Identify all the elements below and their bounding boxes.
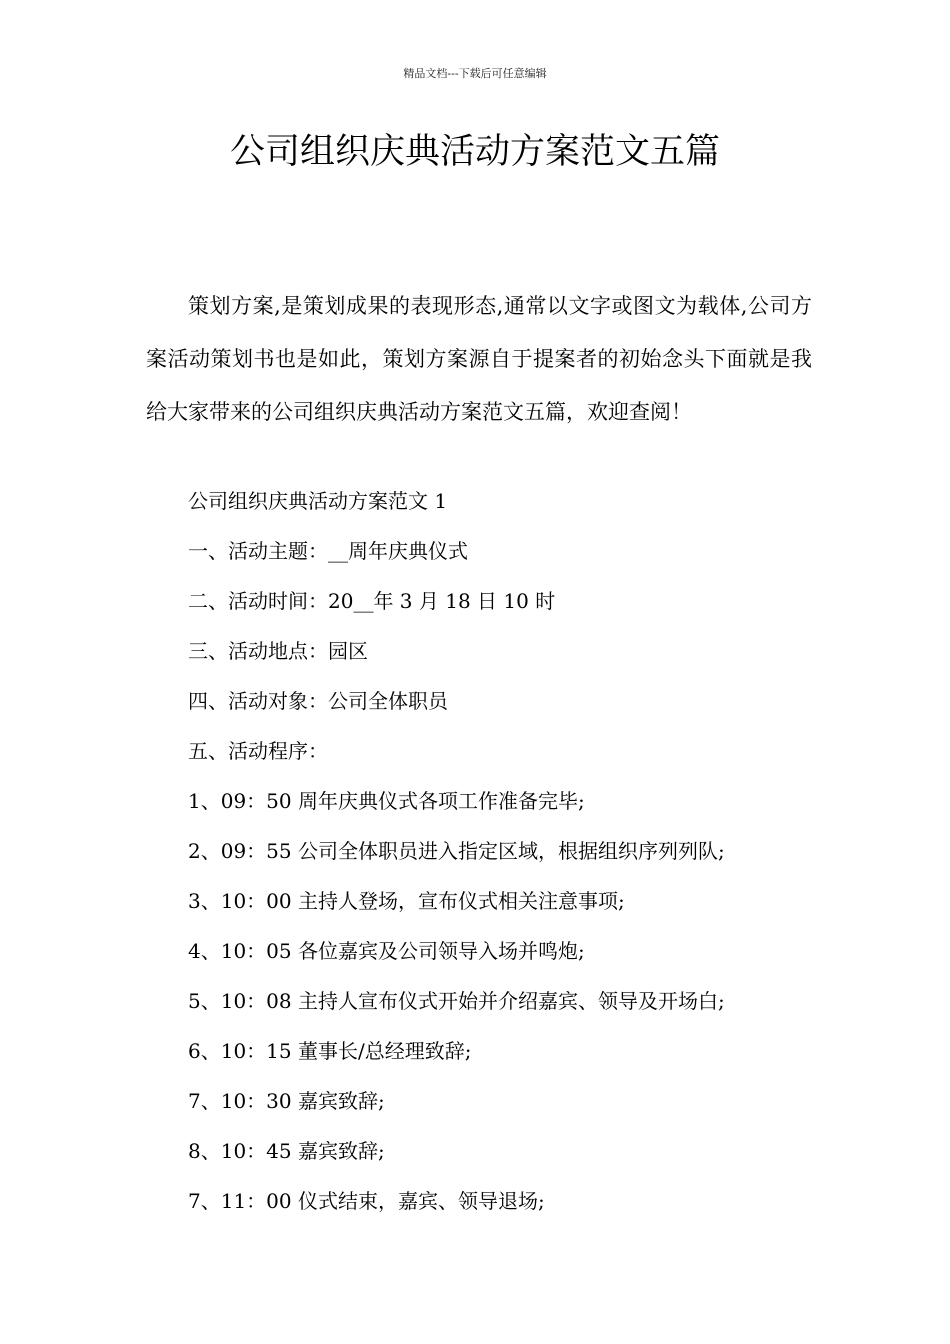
header-note: 精品文档---下载后可任意编辑	[403, 67, 547, 80]
section-heading: 公司组织庆典活动方案范文 1	[188, 489, 448, 513]
text-line: 一、活动主题：__周年庆典仪式	[188, 539, 468, 563]
schedule-item: 5、10：08 主持人宣布仪式开始并介绍嘉宾、领导及开场白;	[188, 989, 725, 1013]
intro-paragraph: 策划方案,是策划成果的表现形态,通常以文字或图文为载体,公司方案活动策划书也是如此，策划方案源自于提案者的初始念头下面就是我给大家带来的公司组织庆典活动方案范文五篇，欢迎查阅！	[146, 294, 812, 424]
schedule-item: 8、10：45 嘉宾致辞;	[188, 1139, 385, 1163]
schedule-item: 6、10：15 董事长/总经理致辞;	[188, 1039, 472, 1063]
text-line: 四、活动对象：公司全体职员	[188, 689, 448, 713]
document-title: 公司组织庆典活动方案范文五篇	[229, 132, 720, 172]
schedule-item: 7、10：30 嘉宾致辞;	[188, 1089, 385, 1113]
text-line: 三、活动地点：园区	[188, 639, 368, 663]
body-lines	[188, 476, 828, 1226]
schedule-item: 4、10：05 各位嘉宾及公司领导入场并鸣炮;	[188, 939, 585, 963]
text-line: 五、活动程序：	[188, 739, 328, 763]
schedule-item: 3、10：00 主持人登场，宣布仪式相关注意事项;	[188, 889, 625, 913]
schedule-item: 1、09：50 周年庆典仪式各项工作准备完毕;	[188, 789, 585, 813]
text-line: 二、活动时间：20__年 3 月 18 日 10 时	[188, 589, 556, 613]
schedule-item: 7、11：00 仪式结束，嘉宾、领导退场;	[188, 1189, 545, 1213]
schedule-item: 2、09：55 公司全体职员进入指定区域，根据组织序列列队;	[188, 839, 725, 863]
